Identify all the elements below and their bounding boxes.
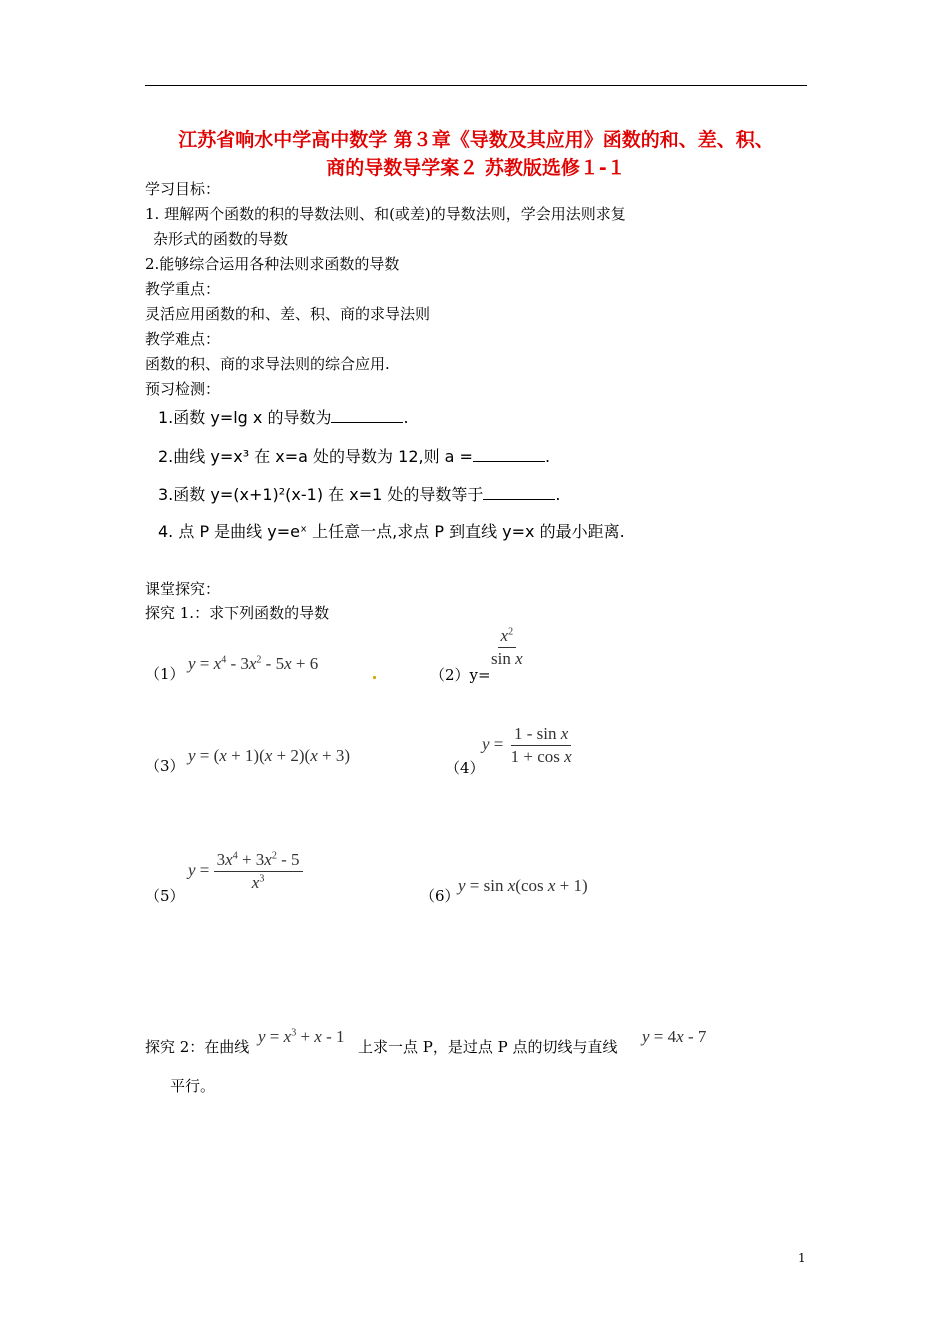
explore-2-line-formula: y = 4x - 7 [642, 1027, 707, 1046]
problem-label-5: （5） [145, 887, 185, 905]
key-points-text: 灵活应用函数的和、差、积、商的求导法则 [145, 305, 431, 323]
header-rule [145, 85, 807, 86]
explore-1-heading: 探究 1.：求下列函数的导数 [145, 604, 330, 622]
formula-5: y = $\frac{3x^4 + 3x^2 - 5}{x^3}$ [188, 850, 303, 893]
answer-blank [483, 485, 555, 500]
explore-2-curve-formula: $y = x^3 + x - 1$ [258, 1027, 345, 1046]
formula-4: y = $\frac{\text{1 - sin x}}{\text{1 + cos x}}$ [482, 724, 572, 766]
page-number: 1 [798, 1251, 806, 1265]
explore-2-text: 上求一点 P，是过点 P 点的切线与直线 [358, 1038, 618, 1056]
formula-6: y = sin x(cos x + 1) [458, 876, 588, 895]
explore-2-end: 平行。 [170, 1077, 216, 1095]
stray-dot [373, 676, 376, 679]
formula-2: $\frac{x^2}{\text{sin x}}$ [491, 626, 523, 668]
document-title-line1: 江苏省响水中学高中数学 第３章《导数及其应用》函数的和、差、积、 [178, 129, 774, 151]
difficulties-text: 函数的积、商的求导法则的综合应用. [145, 355, 390, 373]
explore-2-label: 探究 2：在曲线 [145, 1038, 250, 1056]
objective-2: 2.能够综合运用各种法则求函数的导数 [145, 255, 400, 273]
key-points-heading: 教学重点： [145, 280, 221, 298]
answer-blank [473, 447, 545, 462]
document-title-line2: 商的导数导学案２ 苏教版选修１-１ [326, 157, 626, 179]
problem-label-1: （1） [145, 665, 185, 683]
problem-label-3: （3） [145, 757, 185, 775]
problem-label-4: （4） [445, 759, 485, 777]
objective-1b: 杂形式的函数的导数 [153, 230, 289, 248]
class-explore-heading: 课堂探究： [145, 580, 221, 598]
preview-question-1: 1.函数 y=lg x 的导数为 . [158, 408, 409, 427]
problem-label-2: （2）y= [430, 666, 491, 684]
formula-3: y = (x + 1)(x + 2)(x + 3) [188, 746, 351, 765]
answer-blank [331, 408, 403, 423]
formula-1: $y = x^4 - 3x^2 - 5x + 6$ [188, 654, 319, 673]
problem-label-6: （6） [420, 887, 460, 905]
preview-heading: 预习检测： [145, 380, 221, 398]
preview-question-3: 3.函数 y=(x+1)²(x-1) 在 x=1 处的导数等于 . [158, 485, 561, 504]
preview-question-2: 2.曲线 y=x³ 在 x=a 处的导数为 12,则 a = . [158, 447, 551, 466]
preview-question-4: 4. 点 P 是曲线 y=eˣ 上任意一点,求点 P 到直线 y=x 的最小距离. [158, 522, 625, 541]
difficulties-heading: 教学难点： [145, 330, 221, 348]
objective-1a: 1. 理解两个函数的积的导数法则、和(或差)的导数法则，学会用法则求复 [145, 205, 626, 223]
objectives-heading: 学习目标： [145, 180, 221, 198]
